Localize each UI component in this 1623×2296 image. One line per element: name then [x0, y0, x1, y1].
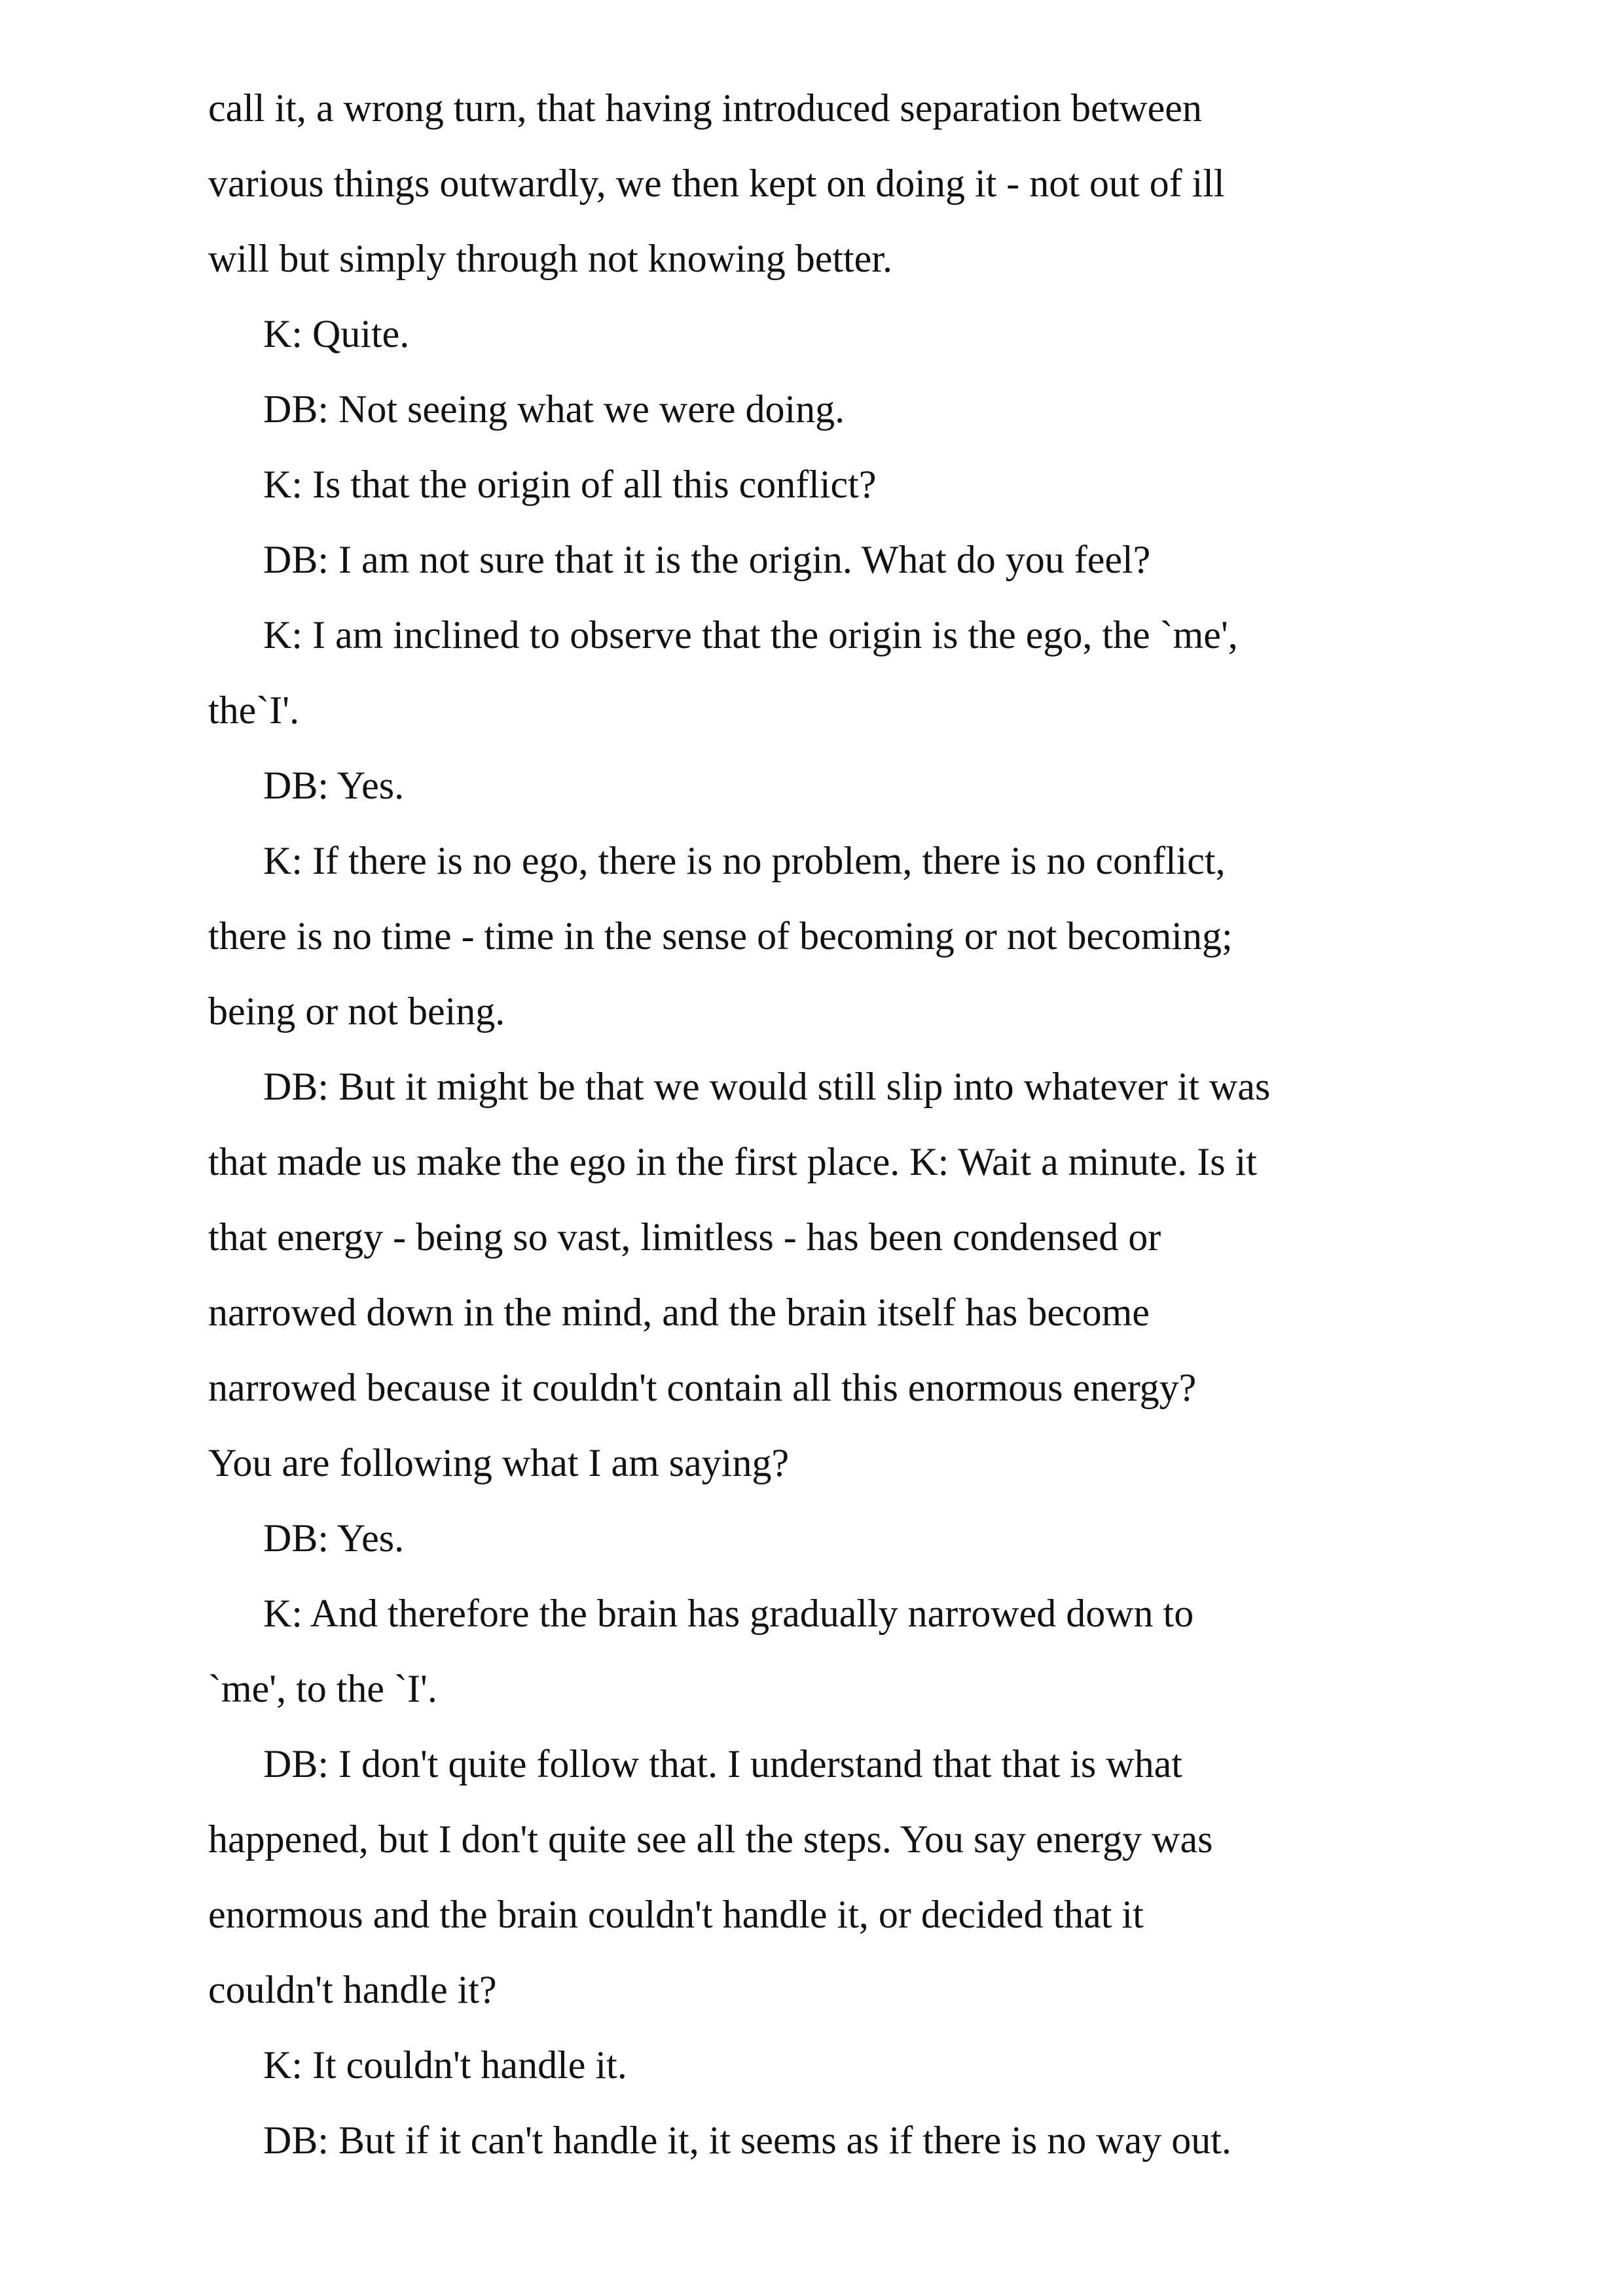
text-line: K: I am inclined to observe that the origin is the ego, the `me',: [263, 613, 1238, 656]
paragraph: [208, 1501, 1452, 1576]
text-line: DB: I don't quite follow that. I understand that that is what: [263, 1742, 1182, 1785]
document-body: [208, 71, 1452, 2178]
paragraph: [208, 372, 1452, 447]
paragraph: [208, 2103, 1452, 2178]
text-line: couldn't handle it?: [208, 1968, 497, 2011]
text-line: DB: Yes.: [263, 1516, 405, 1560]
text-line: DB: I am not sure that it is the origin. What do you feel?: [263, 538, 1151, 581]
text-line: being or not being.: [208, 990, 505, 1033]
text-line: K: And therefore the brain has gradually narrowed down to: [263, 1592, 1194, 1635]
text-line: the`I'.: [208, 689, 300, 732]
text-line: will but simply through not knowing better.: [208, 237, 892, 280]
text-line: happened, but I don't quite see all the steps. You say energy was: [208, 1818, 1213, 1861]
text-line: DB: Yes.: [263, 764, 405, 807]
text-line: DB: But it might be that we would still slip into whatever it was: [263, 1065, 1271, 1108]
text-line: that made us make the ego in the first place. K: Wait a minute. Is it: [208, 1140, 1257, 1183]
text-line: DB: But if it can't handle it, it seems as if there is no way out.: [263, 2119, 1231, 2162]
text-line: various things outwardly, we then kept on doing it - not out of ill: [208, 162, 1225, 205]
paragraph: [208, 1049, 1452, 1501]
paragraph: [208, 71, 1452, 296]
paragraph: [208, 447, 1452, 522]
paragraph: [208, 522, 1452, 598]
paragraph: [208, 1727, 1452, 2028]
text-line: K: If there is no ego, there is no problem, there is no conflict,: [263, 839, 1226, 882]
paragraph: [208, 296, 1452, 372]
text-line: narrowed down in the mind, and the brain itself has become: [208, 1291, 1150, 1334]
text-line: DB: Not seeing what we were doing.: [263, 387, 845, 431]
text-line: there is no time - time in the sense of becoming or not becoming;: [208, 914, 1233, 958]
paragraph: [208, 598, 1452, 748]
text-line: K: Quite.: [263, 312, 410, 355]
text-line: `me', to the `I'.: [208, 1667, 437, 1710]
text-line: K: It couldn't handle it.: [263, 2043, 627, 2087]
text-line: narrowed because it couldn't contain all this enormous energy?: [208, 1366, 1197, 1409]
paragraph: [208, 2028, 1452, 2103]
paragraph: [208, 823, 1452, 1049]
text-line: enormous and the brain couldn't handle it, or decided that it: [208, 1893, 1144, 1936]
text-line: K: Is that the origin of all this conflict?: [263, 463, 877, 506]
text-line: call it, a wrong turn, that having introduced separation between: [208, 86, 1202, 130]
paragraph: [208, 748, 1452, 823]
text-line: You are following what I am saying?: [208, 1441, 790, 1484]
paragraph: [208, 1576, 1452, 1727]
text-line: that energy - being so vast, limitless - has been condensed or: [208, 1215, 1161, 1259]
